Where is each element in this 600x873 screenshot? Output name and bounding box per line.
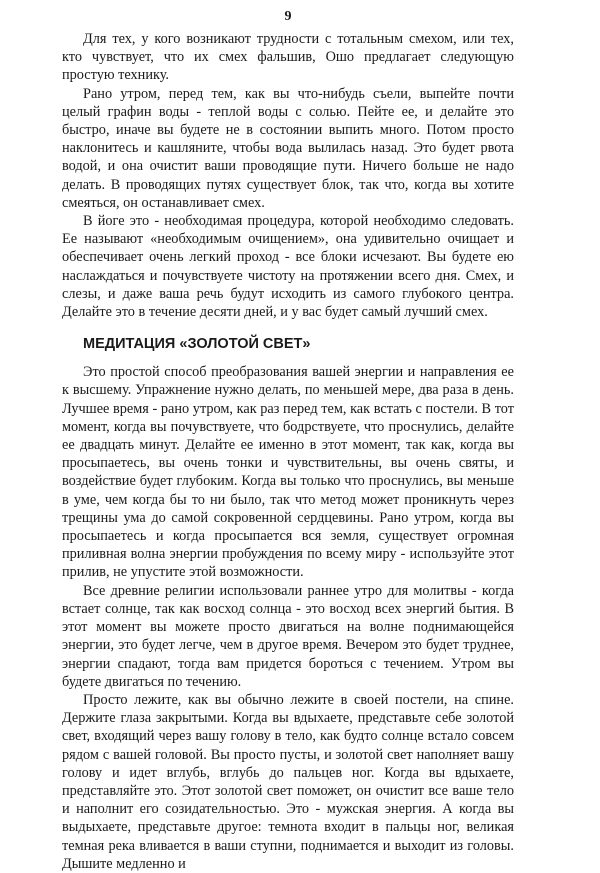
paragraph: Это простой способ преобразования вашей энергии и направления ее к высшему. Упражнение нужно делать, по меньшей мере, два раза в день. Лучшее время - рано утром, как раз перед тем, как встать с постели. В тот момент, когда вы почувствуете, что бодрствуете, что проснулись, делайте ее двадцать минут. Делайте ее именно в этот момент, так как, когда вы просыпаетесь, вы очень тонки и чувствительны, вы очень святы, и воздействие будет глубоким. Когда вы только что проснулись, вы меньше в уме, чем когда бы то ни было, так что метод может проникнуть через трещины ума до самой сокровенной сердцевины. Рано утром, когда вы просыпаетесь и когда просыпается вся земля, существует огромная приливная волна энергии пробуждения по всему миру - используйте этот прилив, не упустите этой возможности.: [62, 364, 514, 581]
document-page: [62, 8, 514, 873]
paragraph: Для тех, у кого возникают трудности с тотальным смехом, или тех, кто чувствует, что их смех фальшив, Ошо предлагает следующую простую технику.: [62, 31, 514, 84]
paragraph: Рано утром, перед тем, как вы что-нибудь съели, выпейте почти целый графин воды - теплой воды с солью. Пейте ее, и делайте это быстро, иначе вы будете не в состоянии выпить много. Потом просто наклонитесь и кашляните, чтобы вода вылилась назад. Это будет рвота водой, и она очистит ваши проводящие пути. Ничего больше не надо делать. В проводящих путях существует блок, так что, когда вы хотите смеяться, он останавливает смех.: [62, 85, 514, 211]
paragraph: Все древние религии использовали раннее утро для молитвы - когда встает солнце, так как восход солнца - это восход всех энергий бытия. В этот момент вы можете просто двигаться на волне поднимающейся энергии, это будет легче, чем в другое время. Вечером это будет труднее, энергии спадают, тогда вам придется бороться с течением. Утром вы будете двигаться по течению.: [62, 582, 514, 690]
paragraph: Просто лежите, как вы обычно лежите в своей постели, на спине. Держите глаза закрытыми. Когда вы вдыхаете, представьте себе золотой свет, входящий через вашу голову в тело, как будто солнце встало совсем рядом с вашей головой. Вы просто пусты, и золотой свет наполняет вашу голову и идет вглубь, вглубь до пальцев ног. Когда вы вдыхаете, представляйте это. Этот золотой свет поможет, он очистит все ваше тело и наполнит его созидательностью. Это - мужская энергия. А когда вы выдыхаете, представьте другое: темнота входит в пальцы ног, великая темная река вливается в ваши ступни, поднимается и выходит из головы. Дышите медленно и: [62, 691, 514, 872]
page-number: 9: [284, 9, 292, 24]
paragraph: В йоге это - необходимая процедура, которой необходимо следовать. Ее называют «необходимым очищением», она удивительно очищает и обеспечивает очень легкий проход - все блоки исчезают. Вы будете ею наслаждаться и почувствуете чистоту на протяжении всего дня. Смех, и слезы, и даже ваша речь будут исходить из самого глубокого центра. Делайте это в течение десяти дней, и у вас будет самый лучший смех.: [62, 213, 514, 321]
section-heading: МЕДИТАЦИЯ «ЗОЛОТОЙ СВЕТ»: [83, 336, 311, 353]
